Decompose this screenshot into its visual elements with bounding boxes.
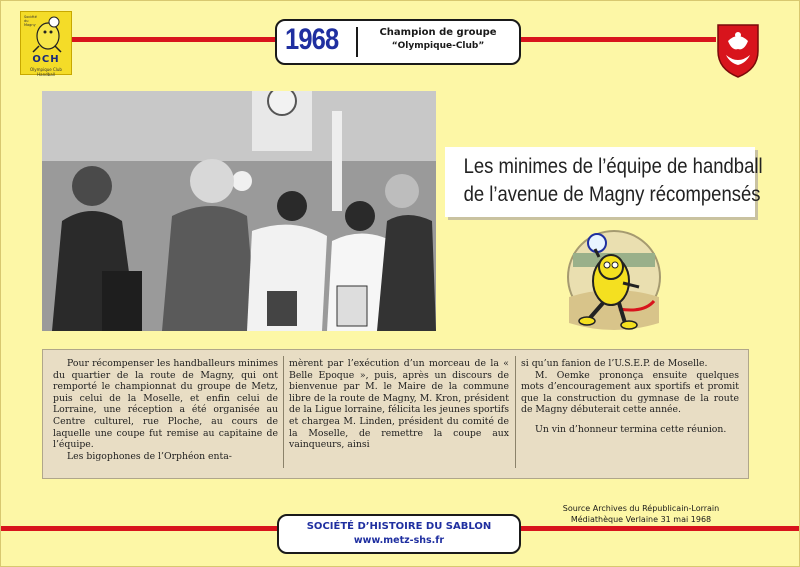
top-red-rule-left	[71, 37, 276, 42]
logo-subtitle: Olympique Club Handball	[30, 67, 62, 77]
year-heading: 1968	[285, 23, 339, 56]
city-crest-icon	[714, 21, 762, 79]
top-red-rule-right	[516, 37, 716, 42]
team-photo	[42, 91, 436, 331]
column-divider	[515, 356, 516, 468]
club-logo	[20, 11, 72, 75]
headline-line-1: Les minimes de l’équipe de handball	[463, 155, 763, 178]
article-col3-para3: Un vin d’honneur termina cette réunion.	[535, 423, 727, 435]
title-line-1: Champion de groupe	[379, 27, 497, 38]
logo-name: OCH	[32, 54, 60, 65]
team-photo-image	[42, 91, 436, 331]
title-separator	[356, 27, 358, 57]
article-col3-para1: si qu’un fanion de l’U.S.E.P. de Moselle.	[521, 358, 708, 369]
article-col2-para1: mèrent par l’exécution d’un morceau de la « Belle Epoque », puis, après un discours de bienvenue par M. le Maire de la commune libre de la route de Magny, M. Kron, président de la Ligue lorraine, félicita les jeunes sportifs et chargea M. Linden, président du comité de la Moselle, de remettre la coupe aux vainqueurs, ainsi	[289, 358, 509, 451]
source-attribution	[531, 503, 751, 525]
article-col1-para1: Pour récompenser les handballeurs minimes du quartier de la route de Magny, qui ont remporté le championnat du groupe de Metz, puis celui de la Moselle, et enfin celui de Lorraine, une réception a été organisée au Centre culturel, rue Ploche, au cours de laquelle une coupe fut remise au capitaine de l’équipe.	[53, 358, 278, 451]
title-box	[275, 19, 521, 65]
source-line-1: Source Archives du Républicain-Lorrain	[562, 504, 720, 513]
society-name: SOCIÉTÉ D’HISTOIRE DU SABLON	[306, 521, 492, 532]
logo-top-text: Société du Magny	[24, 15, 37, 27]
article-headline	[445, 147, 763, 217]
article-col3-para2: M. Oemke prononça ensuite quelques mots d’encouragement aux sportifs et promit que la construction du gymnase de la route de Magny débuterait cette année.	[521, 369, 739, 416]
society-website-link[interactable]: www.metz-shs.fr	[353, 535, 445, 546]
column-divider	[283, 356, 284, 468]
source-line-2: Médiathèque Verlaine 31 mai 1968	[570, 515, 712, 524]
handball-mascot-icon	[559, 227, 669, 337]
title-line-2: “Olympique-Club”	[391, 41, 485, 51]
newspaper-article	[42, 349, 749, 479]
headline-line-2: de l’avenue de Magny récompensés	[463, 183, 761, 206]
article-column-2	[289, 358, 509, 451]
article-col1-para2: Les bigophones de l’Orphéon enta-	[67, 450, 232, 462]
bottom-red-rule-right	[516, 526, 799, 531]
footer-box	[277, 514, 521, 554]
article-column-3	[521, 358, 739, 436]
bottom-red-rule-left	[1, 526, 279, 531]
article-column-1	[53, 358, 278, 462]
